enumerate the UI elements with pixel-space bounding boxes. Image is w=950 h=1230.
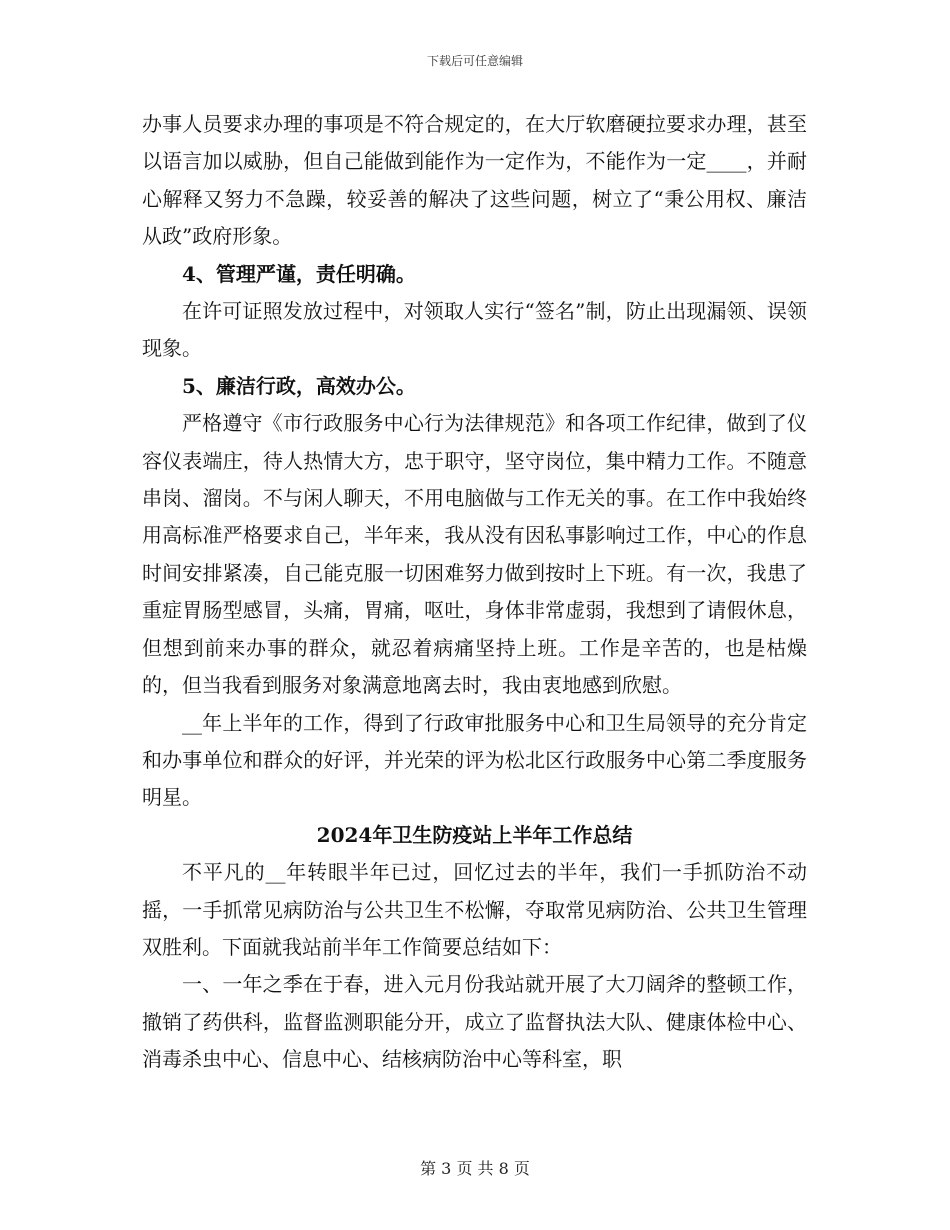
paragraph-section-1: 一、一年之季在于春，进入元月份我站就开展了大刀阔斧的整顿工作，撤销了药供科，监督监测职能分开，成立了监督执法大队、健康体检中心、消毒杀虫中心、信息中心、结核病防治中心等科室，职 (142, 972, 807, 1072)
document-title: 2024年卫生防疫站上半年工作总结 (316, 822, 633, 847)
paragraph-intro: 不平凡的__年转眼半年已过，回忆过去的半年，我们一手抓防治不动摇，一手抓常见病防治与公共卫生不松懈，夺取常见病防治、公共卫生管理双胜利。下面就我站前半年工作简要总结如下： (142, 860, 807, 959)
paragraph-license-issuance: 在许可证照发放过程中，对领取人实行“签名”制，防止出现漏领、误领现象。 (142, 299, 807, 361)
section-heading-4: 4、管理严谨，责任明确。 (182, 261, 416, 286)
paragraph-recognition: __年上半年的工作，得到了行政审批服务中心和卫生局领导的充分肯定和办事单位和群众的好评，并光荣的评为松北区行政服务中心第二季度服务明星。 (142, 710, 807, 810)
paragraph-service-conduct: 办事人员要求办理的事项是不符合规定的，在大厅软磨硬拉要求办理，甚至以语言加以威胁，但自己能做到能作为一定作为，不能作为一定____，并耐心解释又努力不急躁，较妥善的解决了这些问题，树立了“秉公用权、廉洁从政”政府形象。 (142, 112, 807, 249)
section-heading-5: 5、廉洁行政，高效办公。 (182, 373, 416, 398)
page-header: 下载后可任意编辑 (426, 54, 523, 68)
page-number: 第 3 页 共 8 页 (420, 1159, 530, 1178)
paragraph-integrity: 严格遵守《市行政服务中心行为法律规范》和各项工作纪律，做到了仪容仪表端庄，待人热情大方，忠于职守，坚守岗位，集中精力工作。不随意串岗、溜岗。不与闲人聊天，不用电脑做与工作无关的事。在工作中我始终用高标准严格要求自己，半年来，我从没有因私事影响过工作，中心的作息时间安排紧凑，自己能克服一切困难努力做到按时上下班。有一次，我患了重症胃肠型感冒，头痛，胃痛，呕吐，身体非常虚弱，我想到了请假休息，但想到前来办事的群众，就忍着病痛坚持上班。工作是辛苦的，也是枯燥的，但当我看到服务对象满意地离去时，我由衷地感到欣慰。 (142, 411, 807, 698)
document-body (142, 106, 807, 1079)
